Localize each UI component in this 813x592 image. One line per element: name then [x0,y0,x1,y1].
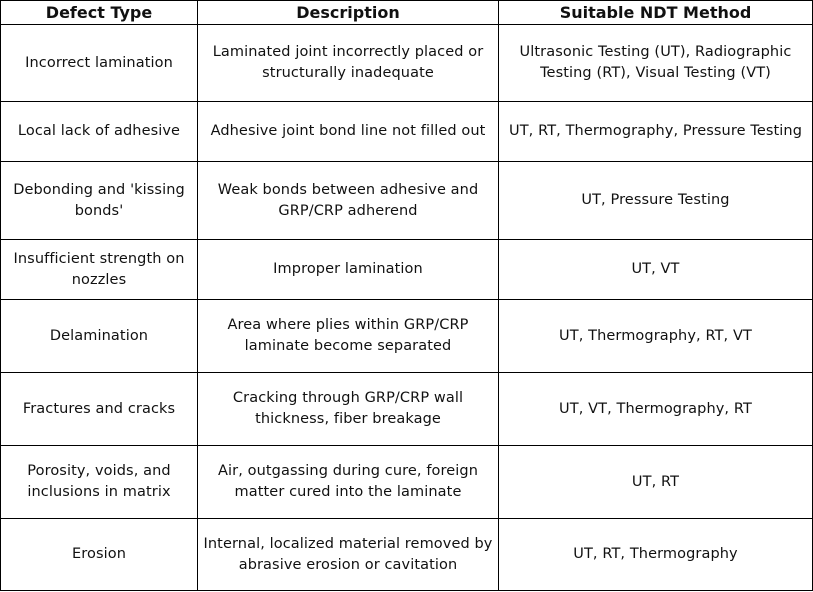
defect-type-cell: Erosion [1,519,198,591]
header-description: Description [198,1,499,25]
description-cell: Laminated joint incorrectly placed or structurally inadequate [198,25,499,102]
table-row [1,300,813,373]
ndt-method-cell: UT, VT [499,240,813,300]
ndt-method-cell: UT, RT [499,446,813,519]
table-row [1,373,813,446]
description-cell: Improper lamination [198,240,499,300]
table-row [1,102,813,162]
header-ndt-method: Suitable NDT Method [499,1,813,25]
defect-type-cell: Incorrect lamination [1,25,198,102]
table-body [1,25,813,591]
defect-type-cell: Local lack of adhesive [1,102,198,162]
description-cell: Adhesive joint bond line not filled out [198,102,499,162]
ndt-method-cell: UT, RT, Thermography, Pressure Testing [499,102,813,162]
table-row [1,162,813,240]
description-cell: Air, outgassing during cure, foreign matter cured into the laminate [198,446,499,519]
table-header [1,1,813,25]
header-row [1,1,813,25]
description-cell: Area where plies within GRP/CRP laminate become separated [198,300,499,373]
table-row [1,25,813,102]
header-defect-type: Defect Type [1,1,198,25]
table-row [1,240,813,300]
table-row [1,446,813,519]
table-row [1,519,813,591]
ndt-method-cell: UT, RT, Thermography [499,519,813,591]
ndt-method-cell: UT, VT, Thermography, RT [499,373,813,446]
defect-type-cell: Fractures and cracks [1,373,198,446]
ndt-method-cell: UT, Pressure Testing [499,162,813,240]
defect-type-cell: Insufficient strength on nozzles [1,240,198,300]
defect-type-cell: Delamination [1,300,198,373]
description-cell: Weak bonds between adhesive and GRP/CRP adherend [198,162,499,240]
ndt-method-cell: UT, Thermography, RT, VT [499,300,813,373]
description-cell: Cracking through GRP/CRP wall thickness, fiber breakage [198,373,499,446]
ndt-method-cell: Ultrasonic Testing (UT), Radiographic Testing (RT), Visual Testing (VT) [499,25,813,102]
description-cell: Internal, localized material removed by abrasive erosion or cavitation [198,519,499,591]
defect-type-cell: Porosity, voids, and inclusions in matrix [1,446,198,519]
defect-type-cell: Debonding and 'kissing bonds' [1,162,198,240]
